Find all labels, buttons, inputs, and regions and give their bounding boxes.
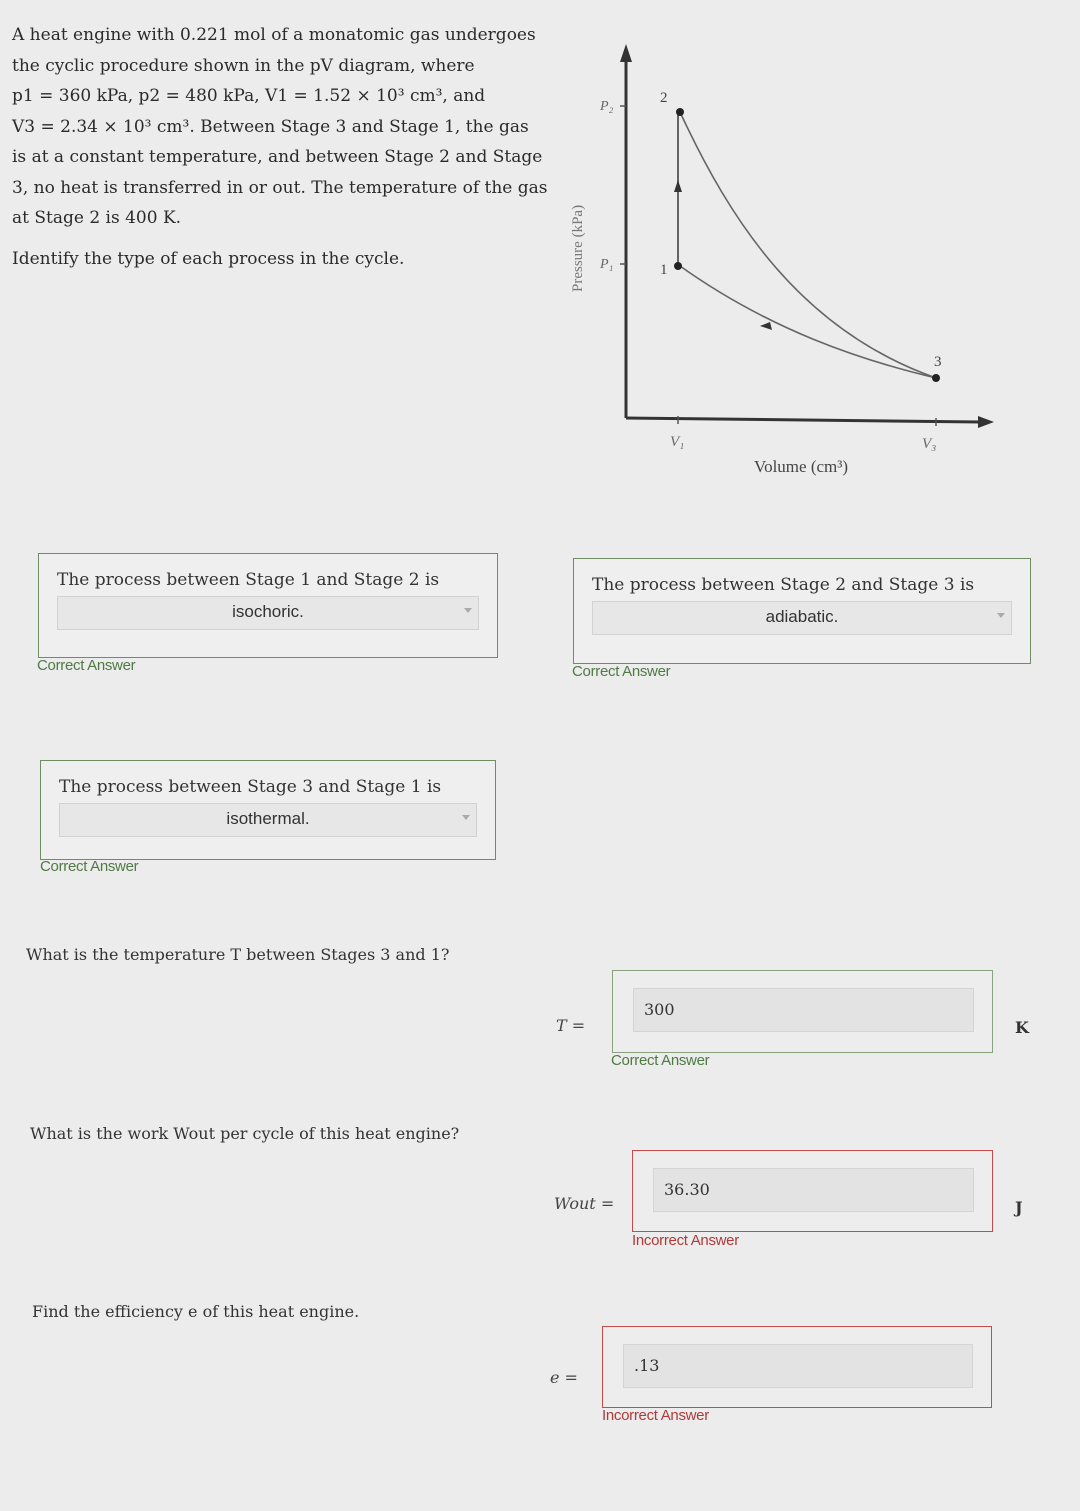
x-axis-arrow-icon [978, 416, 994, 428]
work-unit: J [1015, 1198, 1023, 1217]
stage-2-label: 2 [660, 90, 668, 106]
stage-1-label: 1 [660, 262, 668, 278]
process-1-2-select[interactable] [57, 596, 479, 630]
arrow-left-icon [760, 322, 772, 330]
process-1-2-answer: isochoric. [232, 602, 304, 621]
temperature-feedback: Correct Answer [611, 1052, 710, 1069]
efficiency-answer-box [602, 1326, 992, 1408]
process-1-2-feedback: Correct Answer [37, 657, 136, 674]
process-1-2-prompt: The process between Stage 1 and Stage 2 is [57, 570, 440, 590]
dropdown-caret-icon [462, 815, 470, 820]
problem-statement [12, 20, 548, 274]
adiabatic-curve [680, 112, 936, 378]
process-3-1-feedback: Correct Answer [40, 858, 139, 875]
arrow-up-icon [674, 180, 682, 192]
process-3-1-box [40, 760, 496, 860]
p2-label: P₂ [600, 99, 614, 114]
temperature-unit: K [1015, 1018, 1029, 1037]
v1-label: V₁ [670, 434, 685, 450]
problem-line: the cyclic procedure shown in the pV diagram, where [12, 55, 475, 76]
identify-instruction: Identify the type of each process in the cycle. [12, 248, 405, 269]
x-axis-label: Volume (cm³) [754, 457, 849, 476]
temperature-var-label: T = [556, 1016, 586, 1035]
efficiency-feedback: Incorrect Answer [602, 1407, 709, 1424]
problem-line: A heat engine with 0.221 mol of a monatomic gas undergoes [12, 25, 536, 45]
process-3-1-select[interactable] [59, 803, 477, 837]
dropdown-caret-icon [997, 613, 1005, 618]
process-2-3-answer: adiabatic. [765, 607, 839, 626]
stage-3-label: 3 [934, 354, 942, 370]
process-2-3-select[interactable] [592, 601, 1012, 635]
efficiency-question: Find the efficiency e of this heat engine. [32, 1302, 360, 1321]
stage-2-point [676, 108, 684, 116]
efficiency-var-label: e = [550, 1368, 578, 1387]
process-3-1-prompt: The process between Stage 3 and Stage 1 is [59, 777, 442, 797]
y-axis-label: Pressure (kPa) [570, 204, 586, 292]
work-question: What is the work Wout per cycle of this heat engine? [30, 1124, 460, 1143]
x-axis [626, 418, 980, 422]
p1-label: P₁ [600, 257, 614, 272]
temperature-answer-box [612, 970, 993, 1053]
problem-line: p1 = 360 kPa, p2 = 480 kPa, V1 = 1.52 × 10³ cm³, and [12, 86, 486, 106]
work-input[interactable]: 36.30 [653, 1168, 974, 1212]
stage-1-point [674, 262, 682, 270]
stage-3-point [932, 374, 940, 382]
problem-line: 3, no heat is transferred in or out. The temperature of the gas [12, 177, 548, 198]
problem-line: is at a constant temperature, and between Stage 2 and Stage [12, 147, 543, 167]
problem-line: at Stage 2 is 400 K. [12, 208, 182, 228]
temperature-input[interactable]: 300 [633, 988, 974, 1032]
pv-diagram [560, 30, 1080, 500]
efficiency-input[interactable]: .13 [623, 1344, 973, 1388]
problem-text [12, 20, 548, 234]
process-2-3-feedback: Correct Answer [572, 663, 671, 680]
work-var-label: Wout = [554, 1194, 615, 1213]
v3-label: V₃ [922, 436, 937, 452]
work-answer-box [632, 1150, 993, 1232]
process-2-3-box [573, 558, 1031, 664]
problem-line: V3 = 2.34 × 10³ cm³. Between Stage 3 and Stage 1, the gas [12, 116, 529, 137]
work-feedback: Incorrect Answer [632, 1232, 739, 1249]
y-axis-arrow-icon [620, 44, 632, 62]
dropdown-caret-icon [464, 608, 472, 613]
process-3-1-answer: isothermal. [226, 809, 310, 828]
temperature-question: What is the temperature T between Stages 3 and 1? [26, 945, 450, 964]
process-2-3-prompt: The process between Stage 2 and Stage 3 is [592, 575, 975, 595]
process-1-2-box [38, 553, 498, 658]
